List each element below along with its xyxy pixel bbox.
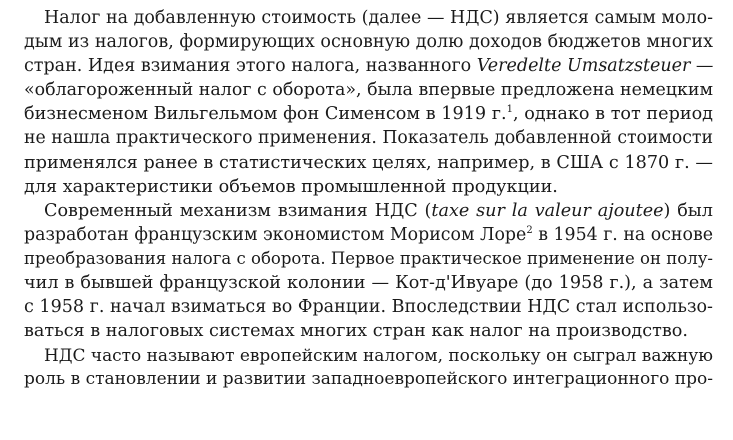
paragraph	[24, 6, 713, 199]
footnote-ref: 2	[526, 224, 533, 236]
paragraph	[24, 199, 713, 344]
text-line: роль в становлении и развитии западноевропейского интеграционного про-	[24, 369, 713, 390]
text-line: Налог на добавленную стоимость (далее — НДС) является самым моло-	[44, 8, 713, 28]
text-line: НДС часто называют европейским налогом, поскольку он сыграл важную	[44, 345, 714, 366]
paragraph	[24, 343, 713, 391]
text-line: Современный механизм взимания НДС (taxe sur la valeur ajoutee) был	[44, 200, 713, 221]
text-line: «облагороженный налог с оборота», была впервые предложена немецким	[24, 80, 713, 101]
document-page	[24, 6, 713, 392]
text-line: преобразования налога с оборота. Первое практическое применение он полу-	[24, 248, 713, 268]
footnote-ref: 1	[506, 104, 513, 116]
text-line: стран. Идея взимания этого налога, названного Veredelte Umsatzsteuer —	[24, 56, 714, 77]
text-line: разработан французским экономистом Морисом Лоре$^2$ в 1954 г. на основе	[24, 224, 714, 245]
text-line: не нашла практического применения. Показатель добавленной стоимости	[24, 128, 713, 149]
text-line: применялся ранее в статистических целях, например, в США с 1870 г. —	[24, 152, 713, 173]
text-line: бизнесменом Вильгельмом фон Сименсом в 1919 г.$^1$, однако в тот период	[24, 104, 713, 125]
german-term: Veredelte Umsatzsteuer	[476, 56, 691, 77]
text-line: для характеристики объемов промышленной продукции.	[24, 176, 558, 197]
text-line: ваться в налоговых системах многих стран как налог на производство.	[24, 321, 688, 342]
french-term: taxe sur la valeur ajoutee	[431, 200, 664, 221]
text-line: дым из налогов, формирующих основную долю доходов бюджетов многих	[24, 32, 713, 53]
text-line: с 1958 г. начал взиматься во Франции. Впоследствии НДС стал использо-	[24, 297, 713, 318]
text-line: чил в бывшей французской колонии — Кот-д'Ивуаре (до 1958 г.), а затем	[24, 273, 713, 294]
